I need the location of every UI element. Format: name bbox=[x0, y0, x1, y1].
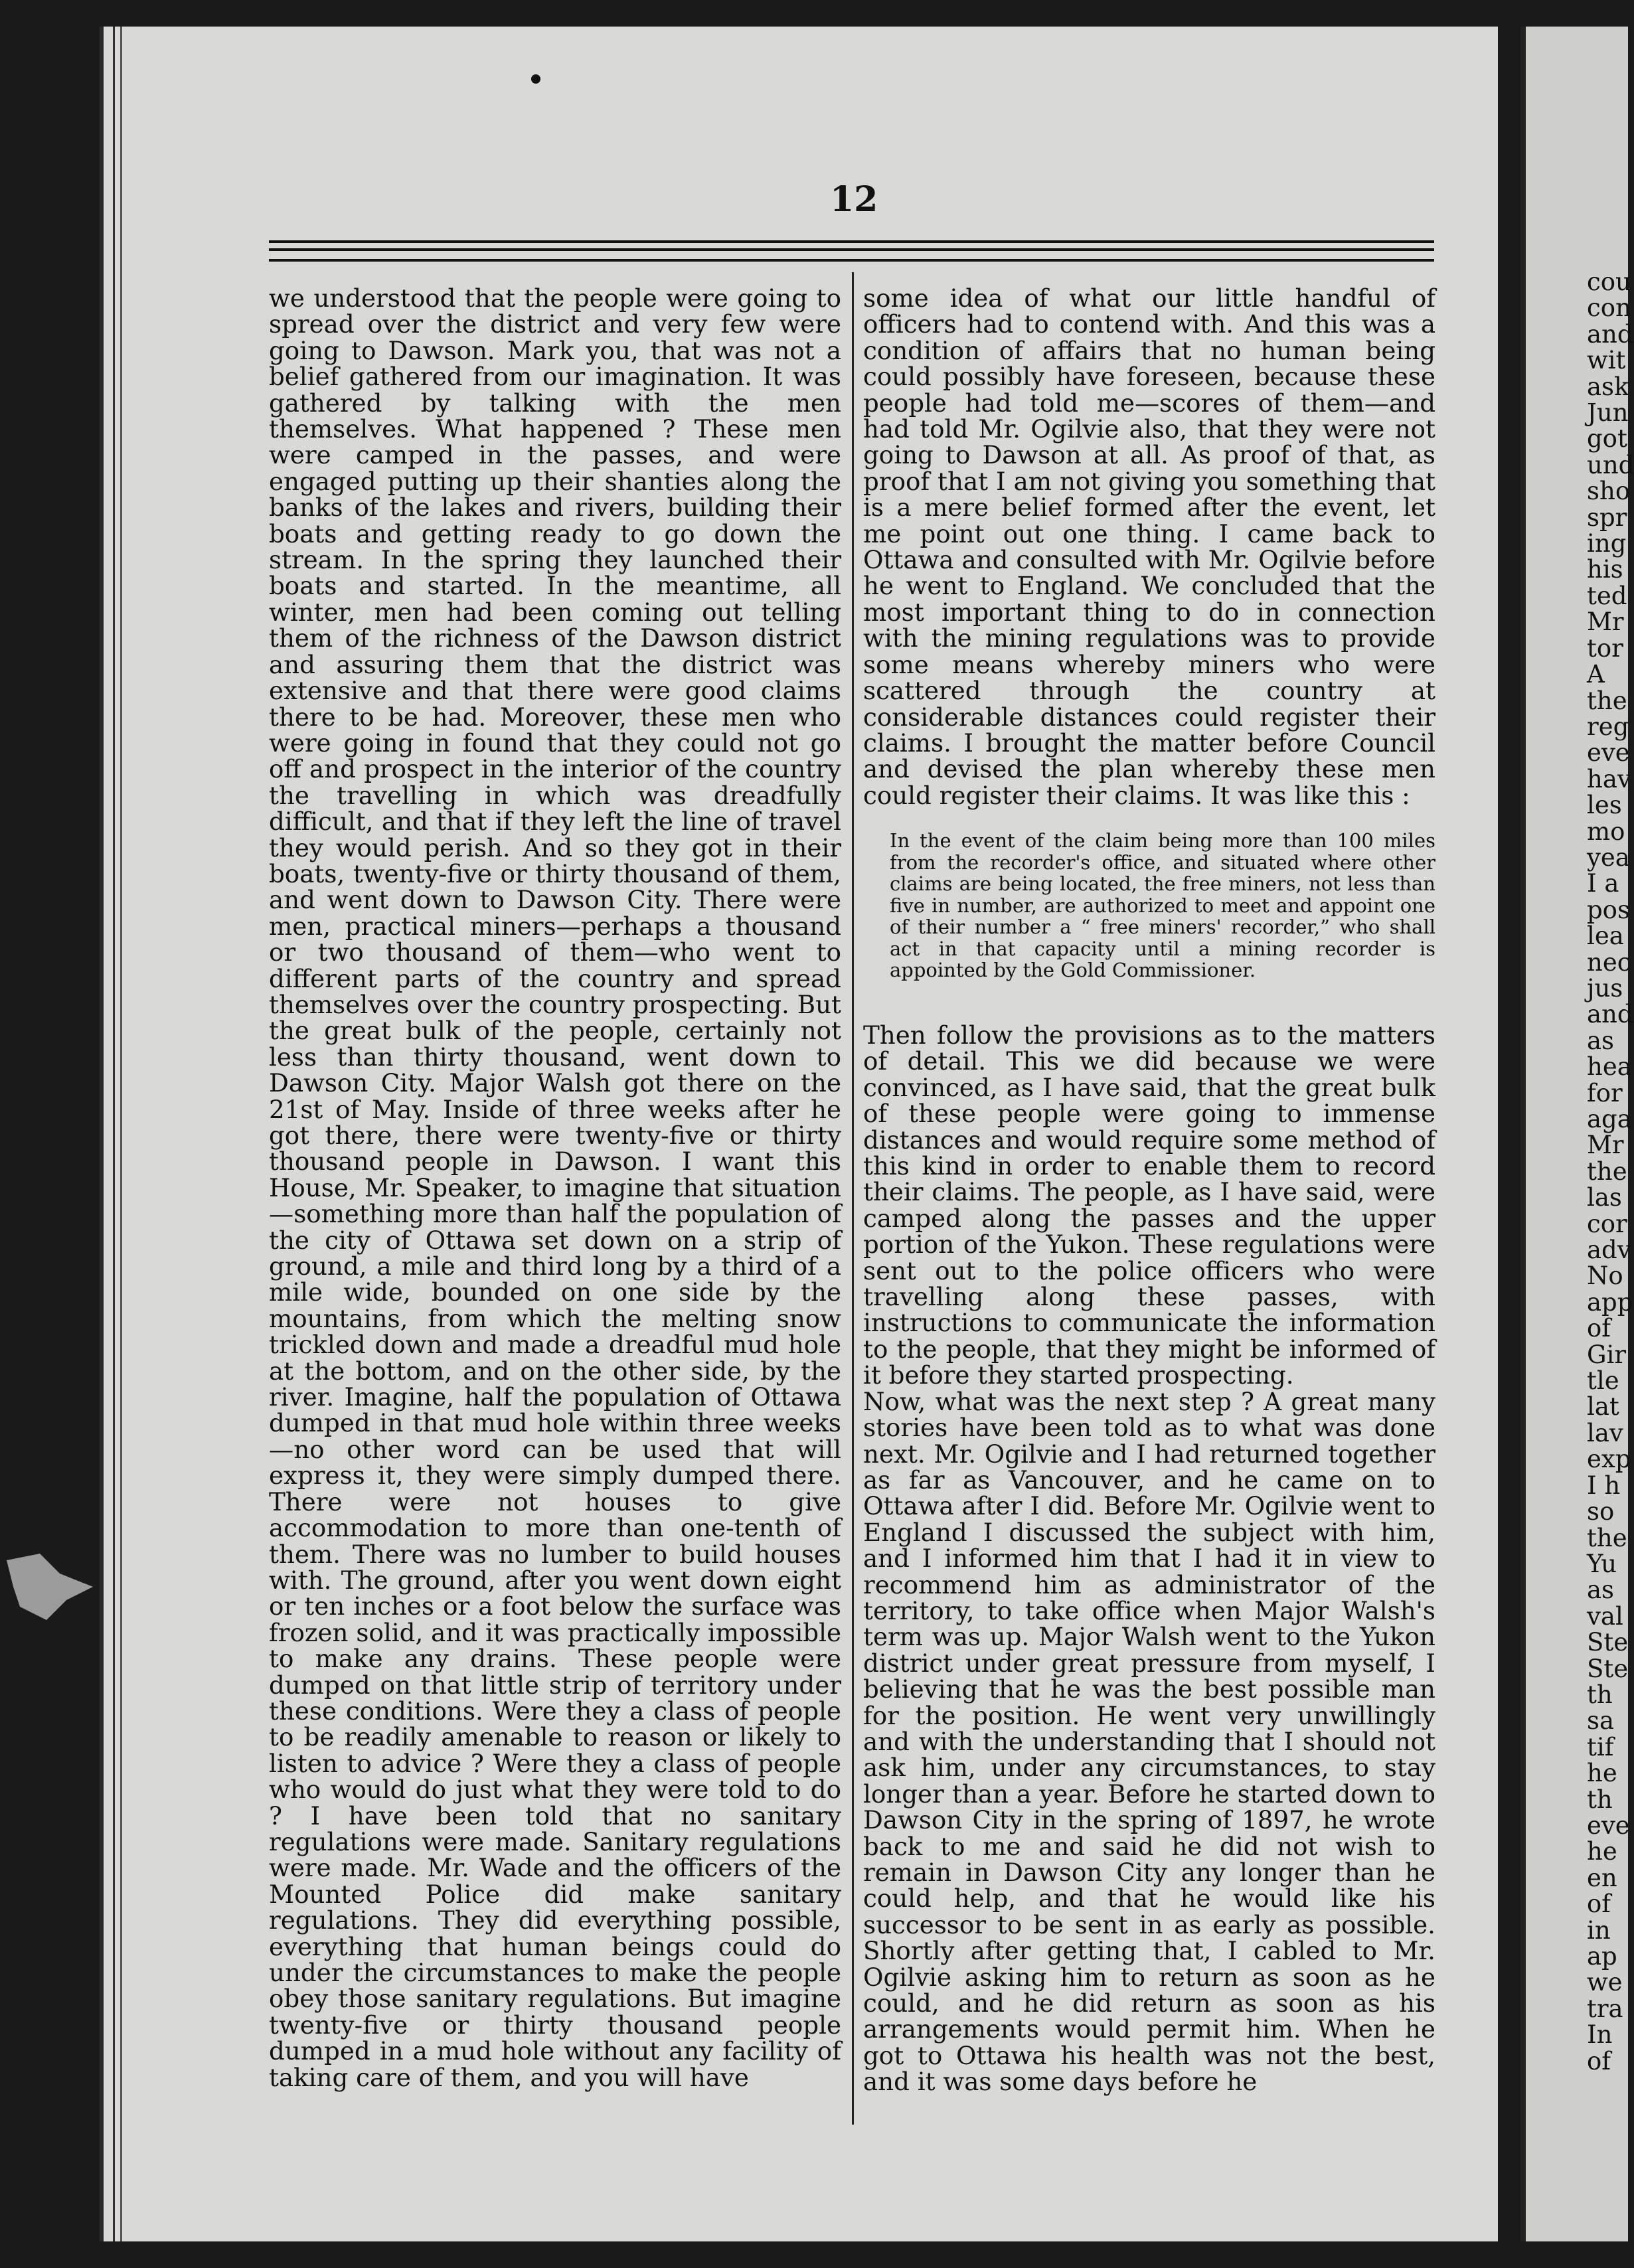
header-rule-bottom bbox=[269, 259, 1434, 262]
header-rule-middle bbox=[269, 248, 1434, 251]
header-rule-top bbox=[269, 240, 1434, 243]
paper-tear-mark bbox=[0, 1547, 100, 1627]
ink-dot bbox=[531, 74, 540, 84]
adjacent-page-text-fragments: cou con and wit ask Jun got und sho spr ing his ted Mr tor A the reg eve hav les mo yea I a pos lea nec jus and as hea for aga Mr the las cor adv No app of Gir tle lat lav exp I h so the Yu as val Ste Ste th sa tif he th eve he en of in ap we tra In of bbox=[1587, 268, 1634, 2075]
left-column-text: we understood that the people were going to spread over the district and very few were going to Dawson. Mark you, that was not a belief gathered from our imagination. It was gathered by talking with the men themselves. What happened ? These men were camped in the passes, and were engaged putting up their shanties along the banks of the lakes and rivers, building their boats and getting ready to go down the stream. In the spring they launched their boats and started. In the meantime, all winter, men had been coming out telling them of the richness of the Dawson district and assuring them that the district was extensive and that there were good claims there to be had. Moreover, these men who were going in found that they could not go off and prospect in the interior of the country the travelling in which was dreadfully difficult, and that if they left the line of travel they would perish. And so they got in their boats, twenty-five or thirty thousand of them, and went down to Dawson City. There were men, practical miners—perhaps a thousand or two thousand of them—who went to different parts of the country and spread themselves over the country prospecting. But the great bulk of the people, certainly not less than thirty thousand, went down to Dawson City. Major Walsh got there on the 21st of May. Inside of three weeks after he got there, there were twenty-five or thirty thousand people in Dawson. I want this House, Mr. Speaker, to imagine that situation—something more than half the population of the city of Ottawa set down on a strip of ground, a mile and third long by a third of a mile wide, bounded on one side by the mountains, from which the melting snow trickled down and made a dreadful mud hole at the bottom, and on the other side, by the river. Imagine, half the population of Ottawa dumped in that mud hole within three weeks—no other word can be used that will express it, they were simply dumped there. There were not houses to give accommodation to more than one-tenth of them. There was no lumber to build houses with. The ground, after you went down eight or ten inches or a foot below the surface was frozen solid, and it was practically impossible to make any drains. These people were dumped on that little strip of territory under these conditions. Were they a class of people to be readily amenable to reason or likely to listen to advice ? Were they a class of people who would do just what they were told to do ? I have been told that no sanitary regulations were made. Sanitary regulations were made. Mr. Wade and the officers of the Mounted Police did make sanitary regulations. They did everything possible, everything that human beings could do under the circumstances to make the people obey those sanitary regulations. But imagine twenty-five or thirty thousand people dumped in a mud hole without any facility of taking care of them, and you will have bbox=[269, 284, 841, 2092]
page-number: 12 bbox=[830, 179, 878, 220]
right-column-text-bottom: Then follow the provisions as to the matters of detail. This we did because we were convinced, as I have said, that the great bulk of these people were going to immense distances and would require some method of this kind in order to enable them to record their claims. The people, as I have said, were camped along the passes and the upper portion of the Yukon. These regulations were sent out to the police officers who were travelling along these passes, with instructions to communicate the information to the people, that they might be informed of it before they started prospecting. Now, what was the next step ? A great many stories have been told as to what was done next. Mr. Ogilvie and I had returned together as far as Vancouver, and he came on to Ottawa after I did. Before Mr. Ogilvie went to England I discussed the subject with him, and I informed him that I had it in view to recommend him as administrator of the territory, to take office when Major Walsh's term was up. Major Walsh went to the Yukon district under great pressure from myself, I believing that he was the best possible man for the position. He went very unwillingly and with the understanding that I should not ask him, under any circumstances, to stay longer than a year. Before he started down to Dawson City in the spring of 1897, he wrote back to me and said he did not wish to remain in Dawson City any longer than he could help, and that he would like his successor to be sent in as early as possible. Shortly after getting that, I cabled to Mr. Ogilvie asking him to return as soon as he could, and he did return as soon as his arrangements would permit him. When he got to Ottawa his health was not the best, and it was some days before he bbox=[863, 1020, 1435, 2097]
column-divider bbox=[852, 272, 854, 2125]
page-edge-lines bbox=[113, 27, 122, 2241]
right-column-text-top: some idea of what our little handful of officers had to contend with. And this was a condition of affairs that no human being could possibly have foreseen, because these people had told me—scores of them—and had told Mr. Ogilvie also, that they were not going to Dawson at all. As proof of that, as proof that I am not giving you something that is a mere belief formed after the event, let me point out one thing. I came back to Ottawa and consulted with Mr. Ogilvie before he went to England. We concluded that the most important thing to do in connection with the mining regulations was to provide some means whereby miners who were scattered through the country at considerable distances could register their claims. I brought the matter before Council and devised the plan whereby these men could register their claims. It was like this : bbox=[863, 284, 1435, 810]
quoted-regulation: In the event of the claim being more than 100 miles from the recorder's office, and situated where other claims are being located, the free miners, not less than five in number, are authorized to meet and appoint one of their number a “ free miners' recorder,” who shall act in that capacity until a mining recorder is appointed by the Gold Commissioner. bbox=[890, 829, 1435, 981]
